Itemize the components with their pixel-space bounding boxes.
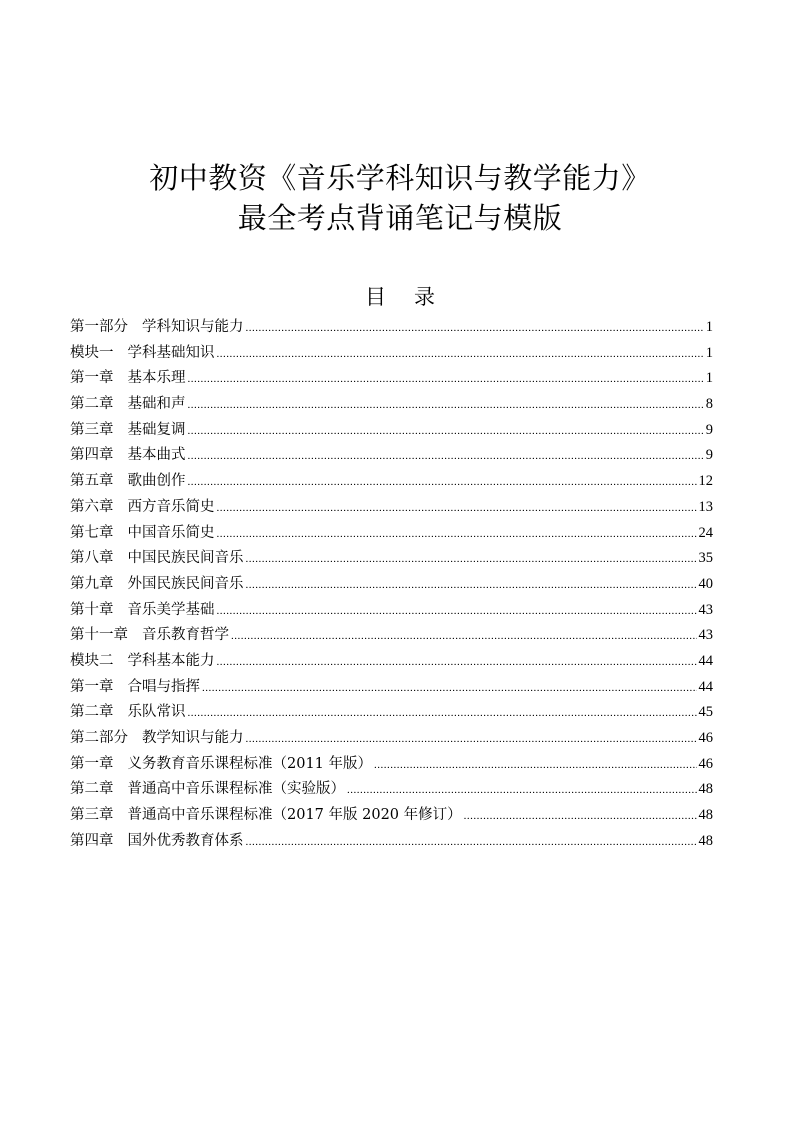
toc-entry-title: 普通高中音乐课程标准（2017 年版 2020 年修订） <box>127 807 462 824</box>
toc-entry-number: 第五章 <box>70 473 114 490</box>
toc-entry-number: 第七章 <box>70 524 114 541</box>
toc-entry-title: 学科基本能力 <box>127 652 215 669</box>
toc-entry[interactable] <box>70 418 713 444</box>
toc-entry-title: 教学知识与能力 <box>142 730 244 746</box>
toc-entry-label <box>70 829 244 855</box>
toc-entry[interactable] <box>70 469 713 495</box>
toc-dot-leader <box>188 701 697 727</box>
toc-dot-leader <box>217 650 697 676</box>
toc-entry[interactable] <box>70 546 713 572</box>
toc-entry-number: 第一部分 <box>70 319 128 335</box>
toc-entry-number: 第一章 <box>70 370 114 387</box>
toc-entry-title: 义务教育音乐课程标准（2011 年版） <box>127 755 373 772</box>
toc-entry[interactable] <box>70 777 713 803</box>
toc-entry-page-number: 1 <box>705 370 713 387</box>
toc-entry-title: 基础复调 <box>127 421 186 438</box>
toc-entry-page-number: 12 <box>698 473 713 490</box>
toc-entry[interactable] <box>70 752 713 778</box>
toc-entry-page-number: 9 <box>705 421 713 438</box>
toc-entry-label <box>70 649 215 675</box>
toc-entry[interactable] <box>70 700 713 726</box>
toc-entry-label <box>70 418 186 444</box>
toc-entry[interactable] <box>70 829 713 855</box>
toc-dot-leader <box>246 547 697 573</box>
toc-entry[interactable] <box>70 521 713 547</box>
toc-heading <box>0 283 800 311</box>
toc-entry-label <box>70 315 244 341</box>
toc-heading-char-1: 目 <box>365 285 386 309</box>
toc-entry[interactable] <box>70 495 713 521</box>
toc-entry-title: 音乐教育哲学 <box>142 627 229 644</box>
toc-entry-page-number: 1 <box>705 344 713 361</box>
toc-entry-page-number: 48 <box>698 807 713 824</box>
toc-entry-label <box>70 392 186 418</box>
toc-dot-leader <box>188 419 704 445</box>
toc-entry-page-number: 1 <box>705 319 713 335</box>
toc-entry[interactable] <box>70 803 713 829</box>
toc-entry-title: 音乐美学基础 <box>127 601 215 618</box>
toc-entry-number: 第一章 <box>70 678 114 695</box>
toc-entry-title: 西方音乐简史 <box>127 498 215 515</box>
toc-entry-title: 学科知识与能力 <box>142 319 244 335</box>
toc-entry-title: 乐队常识 <box>127 704 186 721</box>
toc-dot-leader <box>188 470 697 496</box>
toc-entry-page-number: 40 <box>698 575 713 592</box>
toc-entry-label <box>70 675 200 701</box>
toc-entry-page-number: 44 <box>698 652 713 669</box>
toc-entry-label <box>70 752 372 778</box>
toc-entry-number: 第三章 <box>70 421 114 438</box>
toc-entry-number: 第三章 <box>70 807 114 824</box>
toc-entry-number: 第四章 <box>70 832 114 849</box>
toc-entry-label <box>70 495 215 521</box>
toc-entry-title: 学科基础知识 <box>127 344 215 361</box>
toc-entry[interactable] <box>70 598 713 624</box>
toc-entry-number: 第一章 <box>70 755 114 772</box>
toc-entry[interactable] <box>70 392 713 418</box>
toc-dot-leader <box>246 727 697 753</box>
toc-entry-label <box>70 598 215 624</box>
toc-entry-label <box>70 777 345 803</box>
toc-entry-number: 第八章 <box>70 550 114 567</box>
toc-entry-label <box>70 700 186 726</box>
toc-entry-number: 第四章 <box>70 447 114 464</box>
toc-entry-title: 合唱与指挥 <box>127 678 200 695</box>
toc-entry-page-number: 24 <box>698 524 713 541</box>
toc-dot-leader <box>246 573 697 599</box>
toc-entry-page-number: 43 <box>698 601 713 618</box>
toc-entry-label <box>70 726 244 752</box>
toc-entry-label <box>70 341 215 367</box>
toc-entry-number: 第十一章 <box>70 627 128 644</box>
toc-entry[interactable] <box>70 443 713 469</box>
toc-entry-label <box>70 803 462 829</box>
toc-entry-label <box>70 366 186 392</box>
toc-entry-number: 模块一 <box>70 344 114 361</box>
toc-entry[interactable] <box>70 623 713 649</box>
toc-entry-page-number: 46 <box>698 755 713 772</box>
toc-entry-title: 国外优秀教育体系 <box>127 832 244 849</box>
toc-entry-label <box>70 521 215 547</box>
toc-entry-page-number: 9 <box>705 447 713 464</box>
toc-dot-leader <box>231 624 697 650</box>
toc-entry-title: 基本乐理 <box>127 370 186 387</box>
toc-dot-leader <box>374 753 696 779</box>
toc-entry-number: 第六章 <box>70 498 114 515</box>
toc-dot-leader <box>246 830 697 856</box>
toc-entry-number: 第二章 <box>70 396 114 413</box>
toc-entry[interactable] <box>70 341 713 367</box>
toc-entry-label <box>70 572 244 598</box>
toc-entry-page-number: 35 <box>698 550 713 567</box>
document-title-line-2: 最全考点背诵笔记与模版 <box>237 201 563 235</box>
toc-entry-number: 第二部分 <box>70 730 128 746</box>
toc-entry-title: 中国民族民间音乐 <box>127 550 244 567</box>
toc-entry-page-number: 13 <box>698 498 713 515</box>
toc-entry-title: 基本曲式 <box>127 447 186 464</box>
toc-dot-leader <box>246 316 704 342</box>
toc-entry[interactable] <box>70 675 713 701</box>
toc-entry-number: 第二章 <box>70 704 114 721</box>
toc-entry[interactable] <box>70 649 713 675</box>
toc-dot-leader <box>464 804 697 830</box>
toc-heading-char-2: 录 <box>414 285 435 309</box>
toc-dot-leader <box>202 676 697 702</box>
toc-dot-leader <box>217 522 697 548</box>
toc-dot-leader <box>217 496 697 522</box>
toc-entry-title: 外国民族民间音乐 <box>127 575 244 592</box>
toc-entry[interactable] <box>70 726 713 752</box>
toc-dot-leader <box>188 393 704 419</box>
toc-entry-label <box>70 546 244 572</box>
toc-dot-leader <box>217 599 697 625</box>
toc-entry-label <box>70 443 186 469</box>
toc-entry[interactable] <box>70 315 713 341</box>
toc-dot-leader <box>188 444 704 470</box>
toc-entry[interactable] <box>70 572 713 598</box>
toc-dot-leader <box>217 342 704 368</box>
toc-entry-page-number: 48 <box>698 781 713 798</box>
toc-entry-number: 第二章 <box>70 781 114 798</box>
toc-entry-label <box>70 469 186 495</box>
toc-entry-title: 歌曲创作 <box>127 473 186 490</box>
toc-entry-label <box>70 623 229 649</box>
toc-entry-title: 普通高中音乐课程标准（实验版） <box>127 781 345 798</box>
toc-entry-page-number: 46 <box>698 730 713 746</box>
toc-dot-leader <box>347 778 697 804</box>
table-of-contents <box>70 315 713 854</box>
toc-entry-title: 中国音乐简史 <box>127 524 215 541</box>
toc-entry-number: 模块二 <box>70 652 114 669</box>
toc-entry-title: 基础和声 <box>127 396 186 413</box>
toc-entry-number: 第九章 <box>70 575 114 592</box>
toc-entry-page-number: 45 <box>698 704 713 721</box>
document-title-line-1: 初中教资《音乐学科知识与教学能力》 <box>149 161 651 195</box>
toc-entry-page-number: 43 <box>698 627 713 644</box>
toc-entry-page-number: 48 <box>698 832 713 849</box>
toc-dot-leader <box>188 367 704 393</box>
toc-entry-number: 第十章 <box>70 601 114 618</box>
toc-entry-page-number: 44 <box>698 678 713 695</box>
toc-entry-page-number: 8 <box>705 396 713 413</box>
toc-entry[interactable] <box>70 366 713 392</box>
